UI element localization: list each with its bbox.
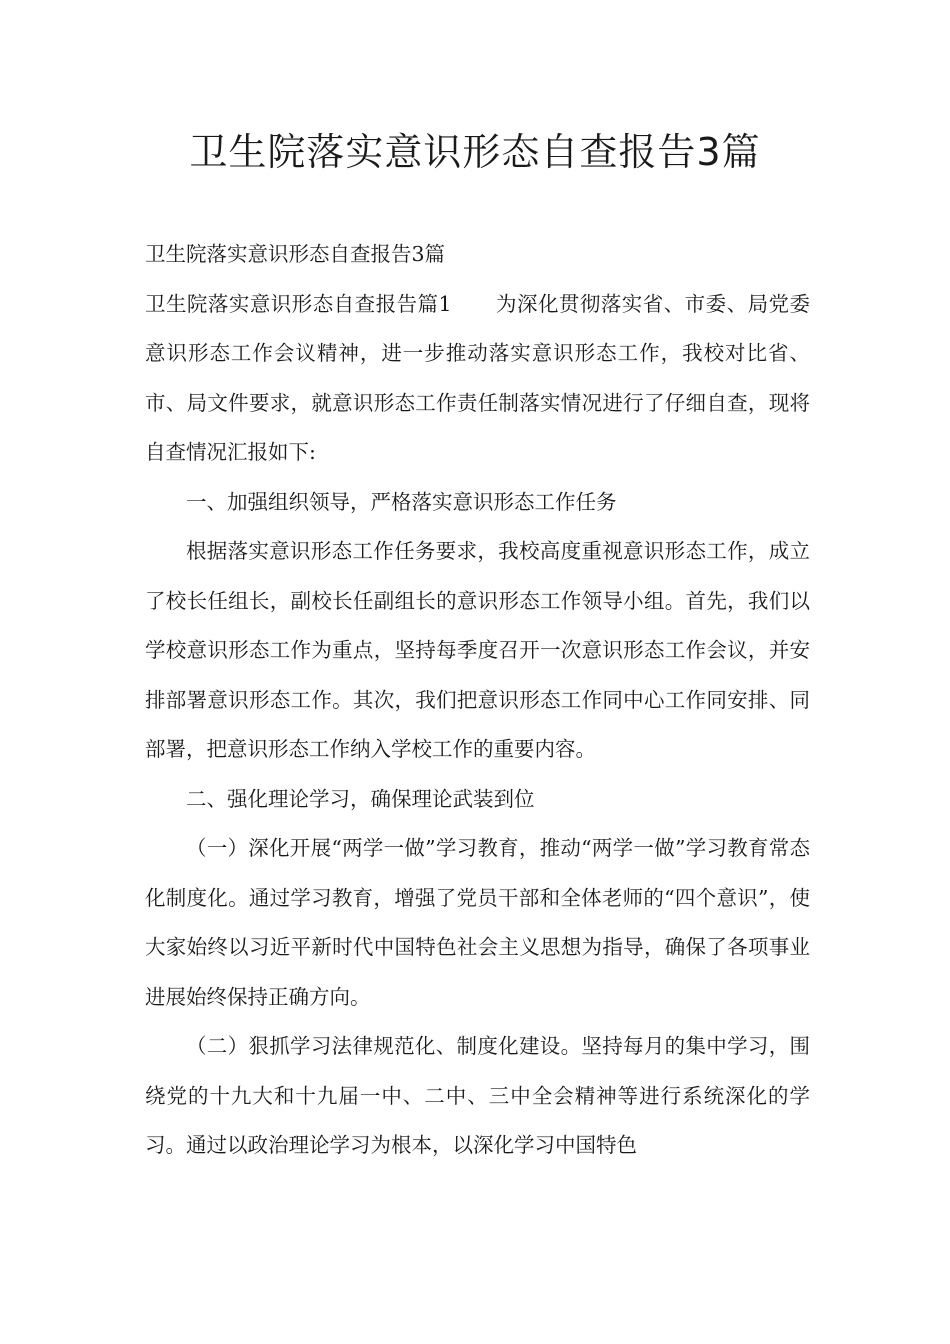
document-title: 卫生院落实意识形态自查报告3篇 [189,130,761,174]
document-subtitle: 卫生院落实意识形态自查报告3篇 [145,242,446,266]
section-2-item-1: （一）深化开展“两学一做”学习教育，推动“两学一做”学习教育常态化制度化。通过学习教育，增强了党员干部和全体老师的“四个意识”，使大家始终以习近平新时代中国特色社会主义思想为指导，确保了各项事业进展始终保持正确方向。 [145,836,810,1009]
intro-body: 为深化贯彻落实省、市委、局党委意识形态工作会议精神，进一步推动落实意识形态工作，我校对比省、市、局文件要求，就意识形态工作责任制落实情况进行了仔细自查，现将自查情况汇报如下: [145,291,811,464]
intro-label: 卫生院落实意识形态自查报告篇1 [145,291,452,316]
intro-paragraph [145,280,810,478]
section-2-heading: 二、强化理论学习，确保理论武装到位 [186,786,535,811]
section-2-item-2: （二）狠抓学习法律规范化、制度化建设。坚持每月的集中学习，围绕党的十九大和十九届一中、二中、三中全会精神等进行系统深化的学习。通过以政治理论学习为根本，以深化学习中国特色 [145,1034,810,1157]
section-1-body: 根据落实意识形态工作任务要求，我校高度重视意识形态工作，成立了校长任组长，副校长任副组长的意识形态工作领导小组。首先，我们以学校意识形态工作为重点，坚持每季度召开一次意识形态工作会议，并安排部署意识形态工作。其次，我们把意识形态工作同中心工作同安排、同部署，把意识形态工作纳入学校工作的重要内容。 [145,539,810,761]
document-body [145,230,810,1171]
section-1-heading: 一、加强组织领导，严格落实意识形态工作任务 [186,489,617,514]
